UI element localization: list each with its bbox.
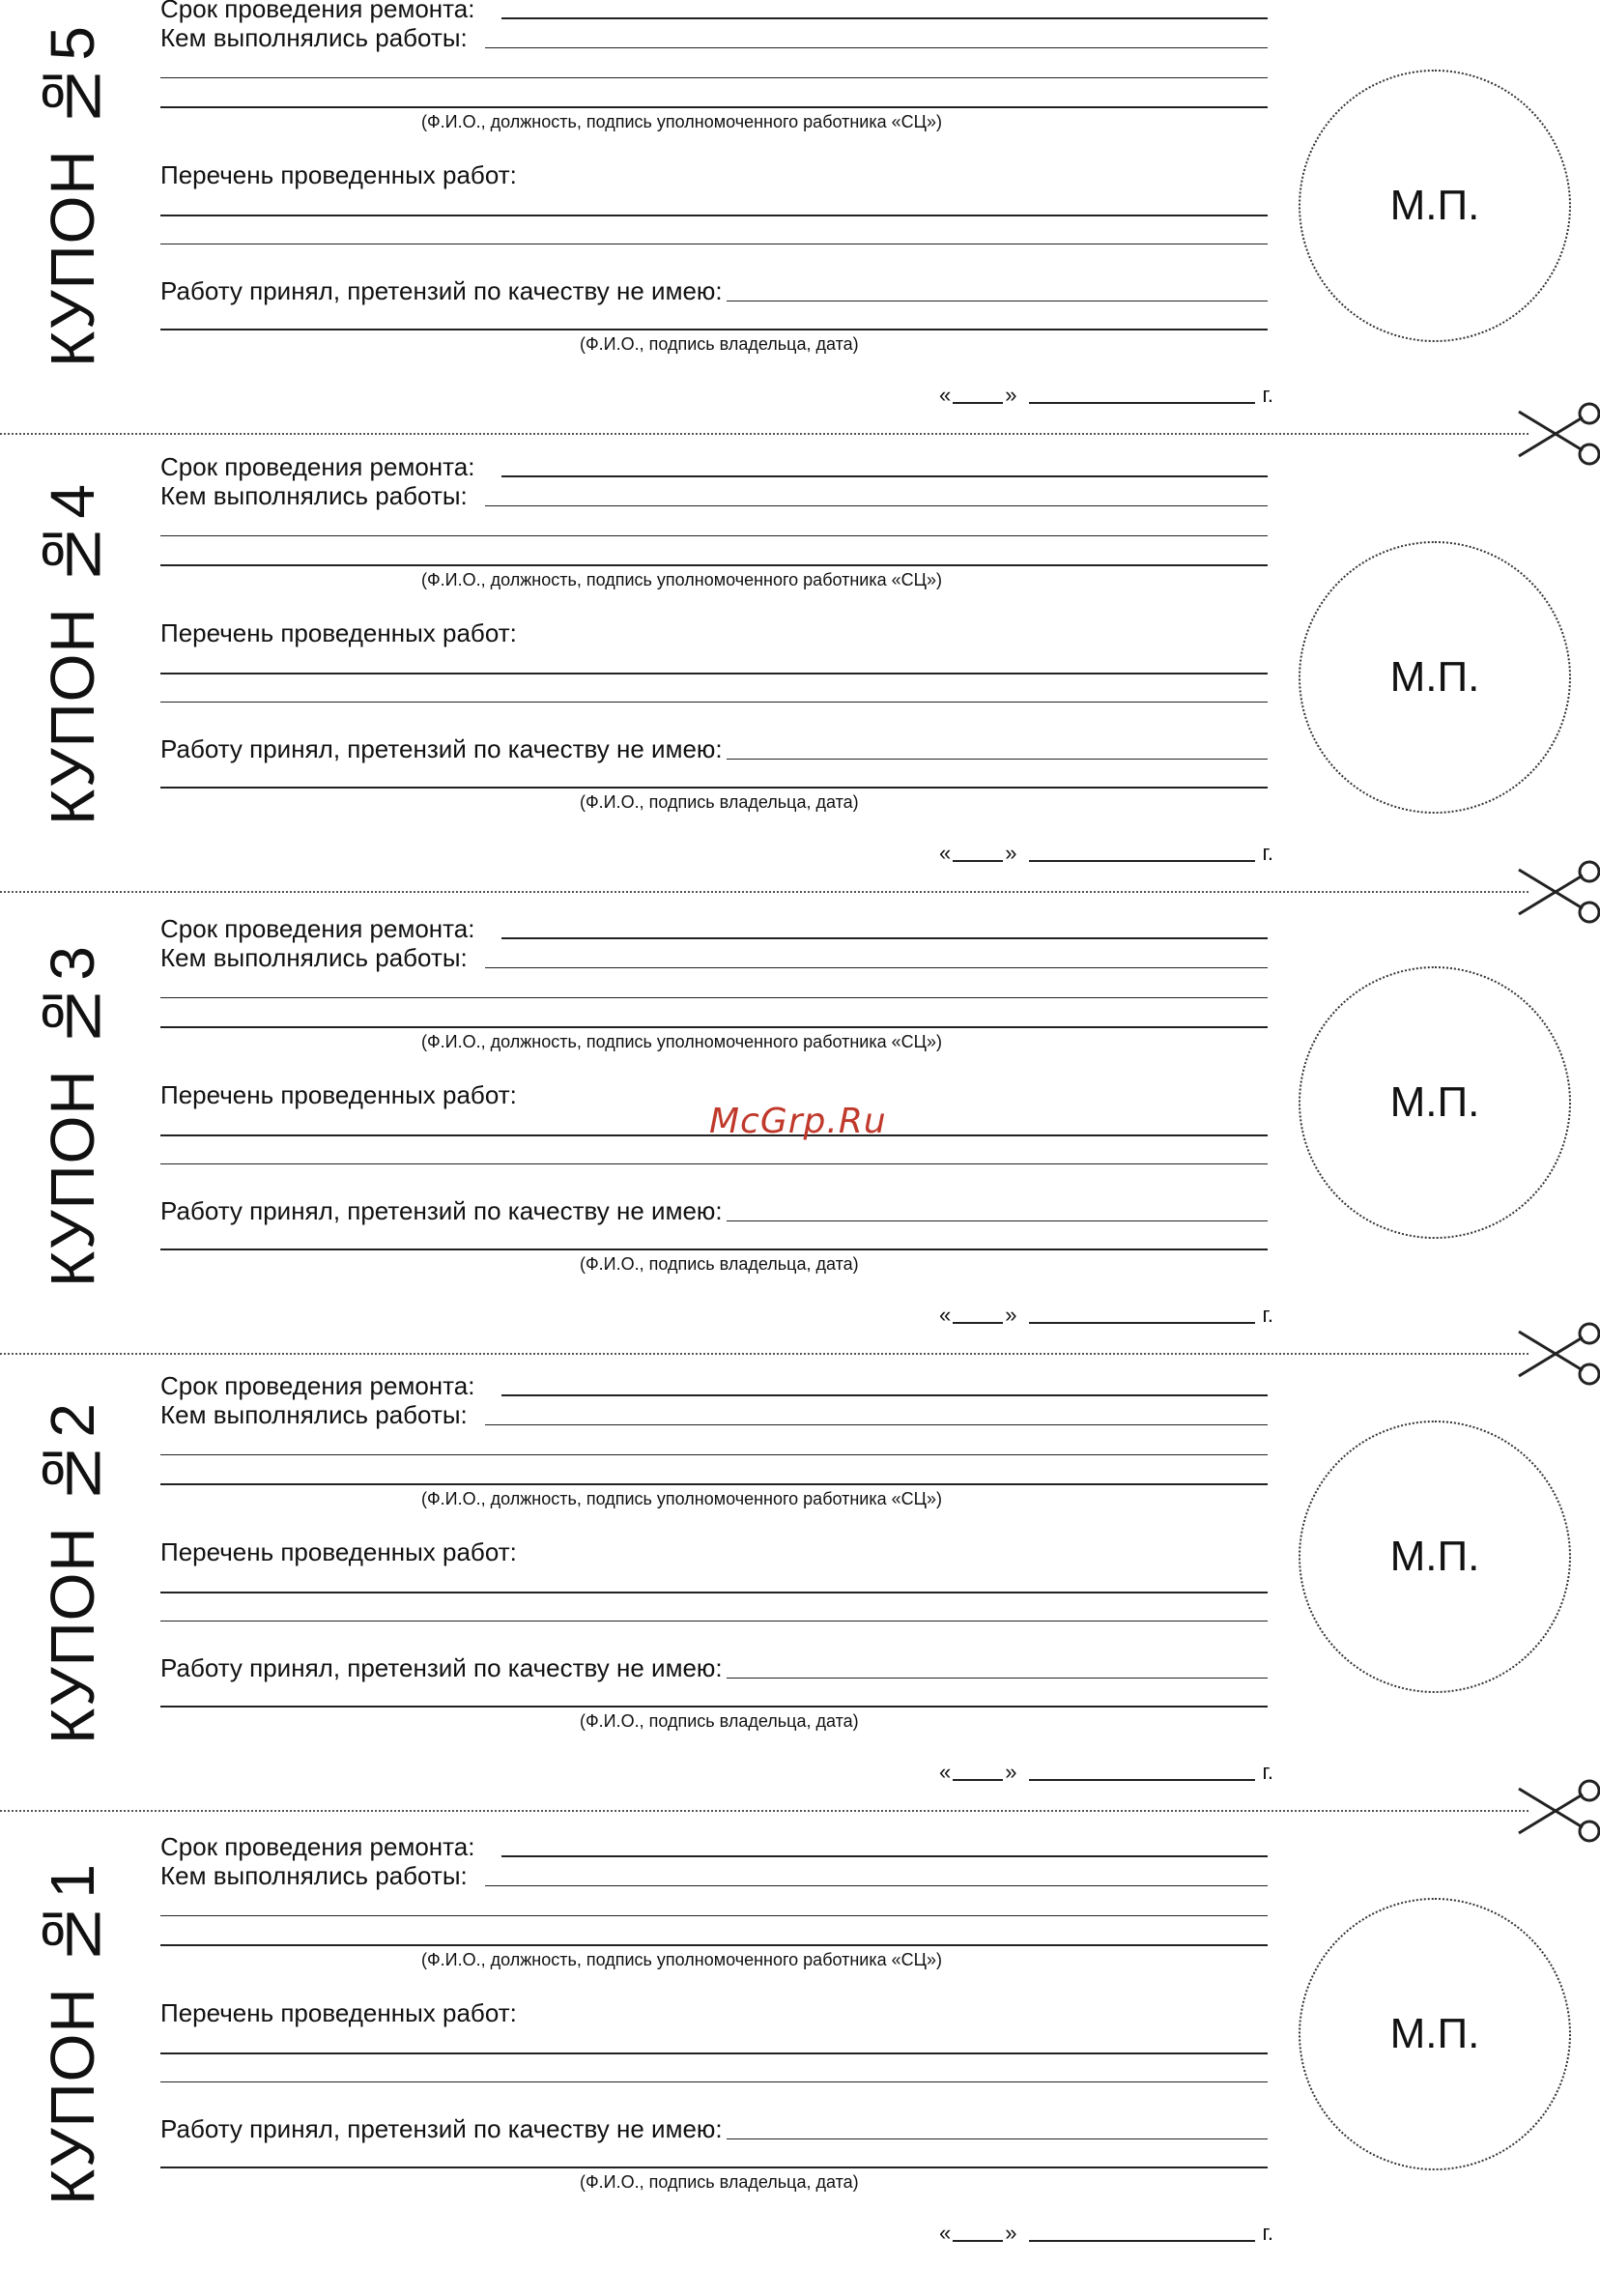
performed-by-label: Кем выполнялись работы: bbox=[160, 943, 468, 972]
date-quote-close: » bbox=[1005, 1303, 1017, 1327]
date-day-field[interactable] bbox=[953, 2239, 1003, 2242]
coupon-title-box bbox=[29, 939, 116, 1287]
cut-line bbox=[0, 1353, 1529, 1355]
performed-by-row bbox=[160, 1400, 1268, 1429]
performed-by-line-3[interactable] bbox=[160, 1944, 1268, 1946]
accepted-label: Работу принял, претензий по качеству не имею: bbox=[160, 1196, 723, 1225]
owner-caption: (Ф.И.О., подпись владельца, дата) bbox=[580, 334, 859, 354]
coupon bbox=[0, 0, 1600, 458]
date-quote-close: » bbox=[1005, 2221, 1017, 2245]
coupon bbox=[0, 1832, 1600, 2296]
performed-by-label: Кем выполнялись работы: bbox=[160, 481, 468, 510]
stamp-circle bbox=[1299, 966, 1571, 1239]
work-list-label: Перечень проведенных работ: bbox=[160, 618, 517, 647]
accepted-row bbox=[160, 276, 1268, 305]
date-month-field[interactable] bbox=[1029, 401, 1255, 404]
performed-by-field[interactable] bbox=[485, 1884, 1268, 1886]
stamp-label: М.П. bbox=[1389, 2010, 1480, 2057]
date-month-field[interactable] bbox=[1029, 859, 1255, 862]
coupon-title-box bbox=[29, 19, 116, 367]
performed-by-field[interactable] bbox=[485, 504, 1268, 506]
cut-line bbox=[0, 1810, 1529, 1812]
performed-by-line-3[interactable] bbox=[160, 1026, 1268, 1028]
work-list-line-2[interactable] bbox=[160, 702, 1268, 703]
accepted-label: Работу принял, претензий по качеству не имею: bbox=[160, 276, 723, 305]
performed-by-line-2[interactable] bbox=[160, 77, 1268, 78]
accepted-label: Работу принял, претензий по качеству не имею: bbox=[160, 1653, 723, 1682]
work-list-line-1[interactable] bbox=[160, 1592, 1268, 1593]
stamp-circle bbox=[1299, 1421, 1571, 1693]
date-quote-open: « bbox=[939, 383, 952, 407]
scissors-icon bbox=[1515, 858, 1600, 926]
coupon bbox=[0, 914, 1600, 1378]
date-row bbox=[939, 383, 1273, 408]
repair-period-label: Срок проведения ремонта: bbox=[160, 1371, 475, 1400]
work-list-line-1[interactable] bbox=[160, 215, 1268, 216]
stamp-circle bbox=[1299, 541, 1571, 814]
performed-by-label: Кем выполнялись работы: bbox=[160, 1400, 468, 1429]
work-list-row bbox=[160, 160, 1268, 189]
repair-period-row bbox=[160, 0, 1268, 23]
stamp-label: М.П. bbox=[1389, 1533, 1480, 1580]
accepted-label: Работу принял, претензий по качеству не имею: bbox=[160, 2114, 723, 2143]
coupon-title: КУПОН №3 bbox=[38, 944, 107, 1287]
scissors-icon bbox=[1515, 1777, 1600, 1845]
date-row bbox=[939, 1760, 1273, 1785]
date-year-suffix: г. bbox=[1262, 2221, 1273, 2245]
work-list-line-2[interactable] bbox=[160, 1621, 1268, 1622]
repair-period-row bbox=[160, 1832, 1268, 1861]
performed-by-row bbox=[160, 23, 1268, 52]
stamp-label: М.П. bbox=[1389, 653, 1480, 701]
date-day-field[interactable] bbox=[953, 1321, 1003, 1324]
owner-signature-line[interactable] bbox=[160, 329, 1268, 330]
accepted-field[interactable] bbox=[727, 300, 1268, 301]
coupon-title-box bbox=[29, 477, 116, 825]
repair-period-row bbox=[160, 1371, 1268, 1400]
stamp-circle bbox=[1299, 1898, 1571, 2170]
accepted-row bbox=[160, 2114, 1268, 2143]
work-list-line-2[interactable] bbox=[160, 2081, 1268, 2082]
date-day-field[interactable] bbox=[953, 859, 1003, 862]
accepted-row bbox=[160, 734, 1268, 763]
worker-caption: (Ф.И.О., должность, подпись уполномоченного работника «СЦ») bbox=[421, 112, 942, 131]
date-row bbox=[939, 1303, 1273, 1328]
date-year-suffix: г. bbox=[1262, 383, 1273, 407]
accepted-field[interactable] bbox=[727, 2138, 1268, 2139]
coupon-title: КУПОН №2 bbox=[38, 1401, 107, 1744]
performed-by-label: Кем выполнялись работы: bbox=[160, 23, 468, 52]
owner-caption: (Ф.И.О., подпись владельца, дата) bbox=[580, 1254, 859, 1274]
worker-caption: (Ф.И.О., должность, подпись уполномоченного работника «СЦ») bbox=[421, 1032, 942, 1051]
repair-period-field[interactable] bbox=[501, 1393, 1268, 1396]
date-row bbox=[939, 2221, 1273, 2246]
accepted-field[interactable] bbox=[727, 758, 1268, 760]
coupon bbox=[0, 1371, 1600, 1835]
owner-signature-line[interactable] bbox=[160, 1706, 1268, 1708]
date-year-suffix: г. bbox=[1262, 1760, 1273, 1784]
owner-caption: (Ф.И.О., подпись владельца, дата) bbox=[580, 792, 859, 812]
work-list-line-1[interactable] bbox=[160, 673, 1268, 674]
repair-period-row bbox=[160, 914, 1268, 943]
date-day-field[interactable] bbox=[953, 401, 1003, 404]
date-month-field[interactable] bbox=[1029, 2239, 1255, 2242]
repair-period-field[interactable] bbox=[501, 16, 1268, 19]
performed-by-label: Кем выполнялись работы: bbox=[160, 1861, 468, 1890]
owner-signature-line[interactable] bbox=[160, 2167, 1268, 2168]
work-list-row bbox=[160, 1998, 1268, 2027]
coupon-title: КУПОН №5 bbox=[38, 24, 107, 367]
date-quote-open: « bbox=[939, 1760, 952, 1784]
accepted-field[interactable] bbox=[727, 1677, 1268, 1679]
date-quote-open: « bbox=[939, 2221, 952, 2245]
work-list-row bbox=[160, 618, 1268, 647]
coupon-title-box bbox=[29, 1857, 116, 2205]
repair-period-label: Срок проведения ремонта: bbox=[160, 452, 475, 481]
date-quote-open: « bbox=[939, 841, 952, 865]
accepted-label: Работу принял, претензий по качеству не имею: bbox=[160, 734, 723, 763]
repair-period-field[interactable] bbox=[501, 474, 1268, 477]
coupon bbox=[0, 452, 1600, 916]
owner-caption: (Ф.И.О., подпись владельца, дата) bbox=[580, 2172, 859, 2192]
performed-by-row bbox=[160, 1861, 1268, 1890]
performed-by-field[interactable] bbox=[485, 1423, 1268, 1425]
date-year-suffix: г. bbox=[1262, 841, 1273, 865]
repair-period-field[interactable] bbox=[501, 936, 1268, 939]
coupon-title-box bbox=[29, 1396, 116, 1744]
worker-caption: (Ф.И.О., должность, подпись уполномоченного работника «СЦ») bbox=[421, 1950, 942, 1969]
performed-by-field[interactable] bbox=[485, 46, 1268, 48]
performed-by-line-3[interactable] bbox=[160, 564, 1268, 566]
work-list-label: Перечень проведенных работ: bbox=[160, 160, 517, 189]
work-list-row bbox=[160, 1537, 1268, 1566]
performed-by-row bbox=[160, 943, 1268, 972]
performed-by-line-2[interactable] bbox=[160, 1915, 1268, 1916]
accepted-row bbox=[160, 1196, 1268, 1225]
date-quote-open: « bbox=[939, 1303, 952, 1327]
cut-line bbox=[0, 891, 1529, 893]
repair-period-field[interactable] bbox=[501, 1854, 1268, 1857]
repair-period-label: Срок проведения ремонта: bbox=[160, 914, 475, 943]
performed-by-line-2[interactable] bbox=[160, 997, 1268, 998]
work-list-line-1[interactable] bbox=[160, 2052, 1268, 2054]
cut-line bbox=[0, 433, 1529, 435]
date-quote-close: » bbox=[1005, 383, 1017, 407]
work-list-line-2[interactable] bbox=[160, 1163, 1268, 1164]
performed-by-line-3[interactable] bbox=[160, 1483, 1268, 1485]
coupon-title: КУПОН №1 bbox=[38, 1862, 107, 2205]
stamp-circle bbox=[1299, 70, 1571, 342]
performed-by-line-2[interactable] bbox=[160, 1454, 1268, 1455]
work-list-label: Перечень проведенных работ: bbox=[160, 1998, 517, 2027]
date-year-suffix: г. bbox=[1262, 1303, 1273, 1327]
repair-period-label: Срок проведения ремонта: bbox=[160, 1832, 475, 1861]
owner-signature-line[interactable] bbox=[160, 1248, 1268, 1250]
work-list-label: Перечень проведенных работ: bbox=[160, 1080, 517, 1109]
date-month-field[interactable] bbox=[1029, 1778, 1255, 1781]
repair-period-row bbox=[160, 452, 1268, 481]
owner-signature-line[interactable] bbox=[160, 787, 1268, 789]
date-day-field[interactable] bbox=[953, 1778, 1003, 1781]
date-row bbox=[939, 841, 1273, 866]
date-quote-close: » bbox=[1005, 841, 1017, 865]
watermark: McGrp.Ru bbox=[709, 1102, 887, 1141]
performed-by-row bbox=[160, 481, 1268, 510]
date-month-field[interactable] bbox=[1029, 1321, 1255, 1324]
performed-by-line-3[interactable] bbox=[160, 106, 1268, 108]
repair-period-label: Срок проведения ремонта: bbox=[160, 0, 475, 23]
stamp-label: М.П. bbox=[1389, 1078, 1480, 1126]
performed-by-line-2[interactable] bbox=[160, 535, 1268, 536]
accepted-row bbox=[160, 1653, 1268, 1682]
worker-caption: (Ф.И.О., должность, подпись уполномоченного работника «СЦ») bbox=[421, 1489, 942, 1508]
coupon-title: КУПОН №4 bbox=[38, 482, 107, 825]
stamp-label: М.П. bbox=[1389, 182, 1480, 229]
owner-caption: (Ф.И.О., подпись владельца, дата) bbox=[580, 1711, 859, 1731]
accepted-field[interactable] bbox=[727, 1220, 1268, 1221]
worker-caption: (Ф.И.О., должность, подпись уполномоченного работника «СЦ») bbox=[421, 570, 942, 589]
date-quote-close: » bbox=[1005, 1760, 1017, 1784]
work-list-label: Перечень проведенных работ: bbox=[160, 1537, 517, 1566]
performed-by-field[interactable] bbox=[485, 966, 1268, 968]
